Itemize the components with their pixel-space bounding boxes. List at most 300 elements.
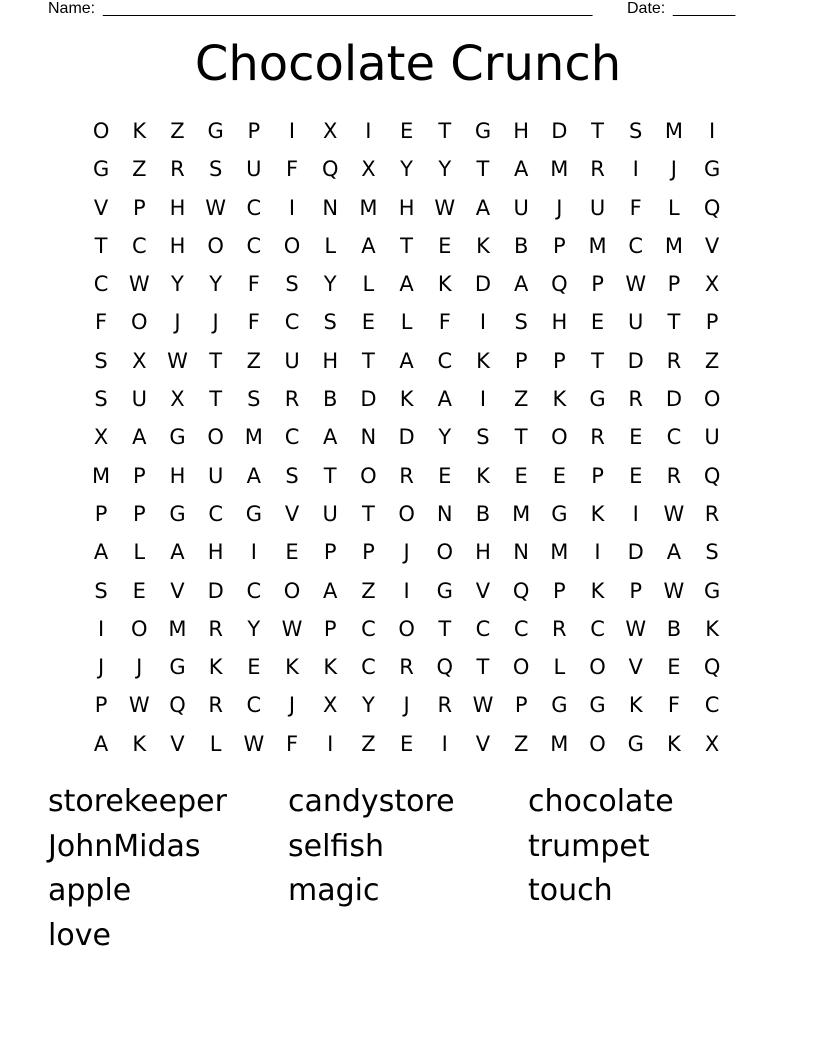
grid-letter: P [629,578,643,603]
grid-letter: O [703,387,721,412]
grid-letter: M [359,195,378,220]
grid-letter: H [398,195,415,220]
grid-letter: W [472,693,494,718]
grid-letter: W [205,195,227,220]
grid-letter: K [476,463,490,488]
grid-letter: I [632,157,639,182]
grid-letter: E [399,119,414,143]
grid-letter: X [132,348,147,373]
grid-letter: U [513,195,529,220]
grid-letter: E [438,463,452,488]
grid-letter: G [589,387,606,412]
word-list-item: love [48,918,111,954]
grid-letter: Q [703,195,721,220]
grid-letter: Y [323,272,337,297]
grid-letter: C [437,348,453,373]
grid-letter: K [285,655,299,680]
grid-letter: A [323,425,338,450]
grid-row [82,457,732,495]
grid-letter: I [632,501,639,526]
grid-letter: O [207,233,224,258]
grid-letter: Q [703,463,721,488]
grid-letter: G [169,425,186,450]
grid-letter: S [323,310,337,335]
grid-letter: I [708,119,716,143]
grid-letter: V [475,578,491,603]
grid-letter: R [208,616,223,641]
grid-letter: P [132,501,146,526]
grid-letter: F [285,157,299,182]
grid-letter: W [281,616,303,641]
grid-letter: A [93,540,109,565]
grid-letter: A [246,463,262,488]
grid-letter: R [666,463,682,488]
grid-letter: R [552,616,567,641]
grid-letter: W [625,272,647,297]
grid-letter: J [670,157,677,182]
grid-letter: W [663,578,685,603]
grid-letter: T [361,348,375,373]
grid-letter: T [209,348,223,373]
grid-letter: S [476,425,490,450]
grid-letter: M [244,425,263,450]
grid-letter: I [288,119,296,143]
grid-letter: X [704,731,720,756]
grid-row [82,610,732,648]
grid-row [82,533,732,571]
grid-letter: X [323,119,338,143]
word-list-item: chocolate [528,784,674,819]
grid-letter: H [169,195,186,220]
grid-letter: W [243,731,265,756]
grid-letter: M [664,119,683,143]
grid-letter: T [94,233,108,258]
grid-letter: Y [247,616,261,641]
grid-letter: H [322,348,339,373]
grid-letter: W [663,501,685,526]
grid-letter: R [170,157,185,182]
grid-row [82,686,732,724]
grid-letter: A [513,272,529,297]
grid-letter: U [628,310,644,335]
grid-letter: I [97,616,105,641]
grid-letter: Y [361,693,375,718]
grid-letter: S [94,387,108,412]
grid-letter: C [590,616,605,641]
grid-letter: B [513,233,529,258]
grid-letter: P [553,233,566,258]
grid-letter: K [437,272,452,297]
grid-letter: V [475,731,491,756]
grid-letter: U [322,501,338,526]
grid-letter: N [436,501,453,526]
grid-letter: C [361,655,376,680]
grid-letter: S [247,387,261,412]
grid-row [82,303,732,341]
grid-letter: G [551,693,568,718]
grid-letter: O [398,501,415,526]
grid-letter: C [246,233,262,258]
grid-letter: B [475,501,491,526]
grid-letter: R [399,655,414,680]
grid-letter: W [167,348,188,373]
grid-letter: T [323,463,337,488]
grid-letter: T [209,387,223,412]
grid-letter: M [92,463,111,488]
grid-letter: U [131,387,147,412]
grid-letter: C [246,195,262,220]
grid-letter: S [208,157,223,182]
grid-letter: P [132,463,146,488]
grid-letter: K [476,233,490,258]
grid-letter: M [664,233,683,258]
grid-letter: G [474,119,492,143]
grid-letter: E [361,310,376,335]
grid-letter: G [703,578,721,603]
grid-letter: K [552,387,567,412]
word-list-item: candystore [288,784,455,819]
grid-letter: K [208,655,223,680]
word-list-item: selfish [288,828,384,864]
grid-letter: T [667,310,681,335]
grid-letter: T [438,119,452,143]
grid-letter: H [169,463,186,488]
grid-letter: F [285,731,299,756]
grid-letter: C [284,425,300,450]
grid-letter: C [475,616,491,641]
grid-letter: R [208,693,223,718]
grid-letter: N [360,425,377,450]
grid-letter: O [92,119,110,143]
grid-letter: A [513,157,529,182]
grid-letter: V [628,655,643,680]
grid-letter: N [322,195,339,220]
grid-letter: U [704,425,720,450]
grid-letter: T [591,348,604,373]
grid-letter: V [170,578,185,603]
grid-letter: I [441,731,448,756]
grid-letter: T [591,119,604,143]
grid-letter: B [323,387,338,412]
date-label: Date: [627,0,666,17]
grid-letter: S [629,119,643,143]
grid-letter: V [170,731,185,756]
grid-letter: K [628,693,643,718]
grid-letter: D [207,578,224,603]
grid-letter: E [629,425,643,450]
grid-letter: I [403,578,410,603]
grid-letter: Z [361,731,376,756]
grid-letter: X [361,157,376,182]
grid-letter: E [399,731,414,756]
grid-letter: S [94,578,108,603]
grid-letter: P [94,501,108,526]
grid-letter: M [550,540,569,565]
grid-letter: O [512,655,530,680]
grid-letter: Q [169,693,186,718]
grid-letter: R [628,387,644,412]
grid-letter: O [589,655,606,680]
word-list-item: apple [48,873,132,909]
grid-letter: P [591,272,604,297]
grid-letter: M [550,157,569,182]
grid-letter: J [174,310,181,335]
grid-letter: P [323,540,337,565]
grid-letter: D [551,119,568,143]
grid-letter: Z [170,119,185,143]
grid-letter: S [285,463,299,488]
grid-row [82,342,732,380]
word-list-item: JohnMidas [48,828,201,864]
grid-row [82,648,732,686]
grid-row [82,189,732,227]
grid-row [82,495,732,533]
grid-row [82,725,732,763]
grid-letter: X [704,272,720,297]
grid-letter: L [400,310,413,335]
grid-letter: P [94,693,108,718]
grid-letter: T [476,655,490,680]
grid-letter: Z [246,348,262,373]
grid-letter: G [245,501,262,526]
grid-letter: K [399,387,414,412]
grid-letter: D [665,387,682,412]
grid-letter: X [323,693,338,718]
grid-letter: Y [438,425,452,450]
grid-letter: A [399,348,414,373]
grid-letter: L [209,731,222,756]
grid-letter: E [132,578,146,603]
grid-letter: O [551,425,568,450]
grid-letter: G [627,731,644,756]
grid-row [82,265,732,303]
grid-letter: Y [209,272,223,297]
grid-letter: L [324,233,337,258]
grid-letter: H [551,310,568,335]
grid-letter: E [285,540,299,565]
grid-letter: S [285,272,299,297]
grid-letter: J [288,693,296,718]
grid-letter: T [361,501,375,526]
grid-letter: B [666,616,682,641]
grid-letter: J [556,195,563,220]
grid-letter: M [168,616,187,641]
grid-letter: U [207,463,224,488]
grid-letter: L [362,272,375,297]
grid-letter: K [323,655,338,680]
grid-letter: Q [321,157,339,182]
grid-letter: J [136,655,143,680]
grid-letter: Y [400,157,413,182]
grid-letter: C [208,501,223,526]
grid-letter: S [514,310,528,335]
grid-letter: O [207,425,224,450]
grid-letter: A [437,387,452,412]
grid-letter: P [667,272,681,297]
grid-letter: H [207,540,224,565]
grid-letter: O [131,310,148,335]
grid-letter: K [705,616,719,641]
grid-letter: G [589,693,606,718]
date-blank-line: _______ [673,0,736,17]
grid-letter: W [625,616,647,641]
grid-letter: Q [703,655,721,680]
grid-row [82,150,732,188]
grid-letter: W [128,272,150,297]
grid-letter: C [666,425,682,450]
grid-letter: G [207,119,224,143]
grid-letter: P [323,616,337,641]
grid-letter: J [97,655,105,680]
grid-row [82,418,732,456]
word-list-item: touch [528,873,613,909]
grid-letter: T [400,233,413,258]
grid-letter: D [360,387,377,412]
grid-letter: U [284,348,300,373]
grid-letter: P [591,463,604,488]
grid-letter: F [667,693,680,718]
grid-letter: Q [551,272,568,297]
grid-letter: I [479,387,487,412]
grid-letter: A [170,540,185,565]
name-date-line [48,0,748,20]
grid-letter: R [399,463,414,488]
grid-letter: K [132,731,147,756]
grid-letter: I [594,540,601,565]
grid-letter: F [247,310,260,335]
grid-letter: Z [361,578,376,603]
grid-letter: H [513,119,530,143]
letter-grid [82,112,732,763]
grid-letter: P [705,310,719,335]
grid-letter: M [588,233,607,258]
grid-letter: E [552,463,566,488]
grid-row [82,112,732,150]
grid-letter: R [704,501,720,526]
grid-letter: G [703,157,721,182]
grid-letter: E [438,233,452,258]
grid-letter: Y [171,272,184,297]
grid-letter: O [436,540,454,565]
grid-letter: E [590,310,605,335]
grid-letter: R [590,157,605,182]
grid-letter: J [212,310,219,335]
grid-letter: J [403,693,410,718]
grid-letter: A [475,195,491,220]
grid-letter: R [284,387,300,412]
grid-letter: P [247,119,261,143]
grid-letter: C [361,616,376,641]
grid-letter: L [133,540,146,565]
grid-letter: A [666,540,682,565]
name-label: Name: [48,0,96,17]
grid-row [82,227,732,265]
page-title: Chocolate Crunch [194,36,622,92]
grid-letter: I [288,195,296,220]
grid-letter: K [590,501,605,526]
grid-letter: X [93,425,109,450]
name-blank-line: _______________________________________________________ [103,0,593,17]
grid-letter: C [93,272,109,297]
word-list [48,780,768,959]
grid-letter: D [627,540,644,565]
grid-letter: Z [704,348,720,373]
grid-letter: L [553,655,566,680]
grid-letter: A [132,425,147,450]
grid-letter: Y [438,157,452,182]
grid-letter: U [589,195,606,220]
grid-letter: D [398,425,415,450]
grid-letter: G [169,655,186,680]
grid-letter: P [132,195,146,220]
word-list-item: magic [288,873,380,909]
grid-letter: U [246,157,262,182]
grid-row [82,572,732,610]
grid-letter: D [474,272,492,297]
grid-letter: C [284,310,300,335]
grid-letter: I [365,119,372,143]
grid-letter: X [170,387,185,412]
grid-letter: A [399,272,414,297]
grid-letter: Q [512,578,530,603]
grid-letter: H [169,233,186,258]
grid-letter: V [704,233,720,258]
grid-letter: S [705,540,719,565]
grid-letter: Z [132,157,147,182]
grid-letter: M [550,731,569,756]
grid-letter: W [434,195,456,220]
grid-letter: O [360,463,377,488]
grid-letter: K [590,578,605,603]
grid-letter: O [589,731,606,756]
grid-letter: G [92,157,110,182]
grid-letter: P [514,348,528,373]
grid-letter: G [169,501,186,526]
grid-letter: Q [436,655,454,680]
grid-letter: T [476,157,490,182]
grid-letter: E [667,655,681,680]
grid-letter: T [438,616,452,641]
grid-letter: F [438,310,451,335]
grid-letter: O [283,578,301,603]
grid-letter: T [514,425,528,450]
grid-letter: O [131,616,148,641]
grid-letter: P [553,348,566,373]
grid-letter: Z [513,731,529,756]
grid-letter: S [94,348,108,373]
grid-letter: R [437,693,453,718]
word-list-item: trumpet [528,828,650,864]
grid-letter: J [403,540,410,565]
grid-letter: R [590,425,605,450]
grid-letter: C [246,693,262,718]
grid-letter: A [361,233,376,258]
grid-letter: A [323,578,338,603]
grid-letter: R [666,348,682,373]
grid-letter: H [475,540,491,565]
grid-letter: E [247,655,261,680]
grid-letter: P [362,540,375,565]
grid-letter: I [479,310,487,335]
grid-letter: N [513,540,530,565]
grid-letter: V [284,501,300,526]
grid-letter: I [250,540,257,565]
grid-letter: M [512,501,531,526]
grid-letter: G [436,578,453,603]
grid-letter: L [668,195,680,220]
grid-letter: Z [513,387,529,412]
grid-letter: F [629,195,642,220]
